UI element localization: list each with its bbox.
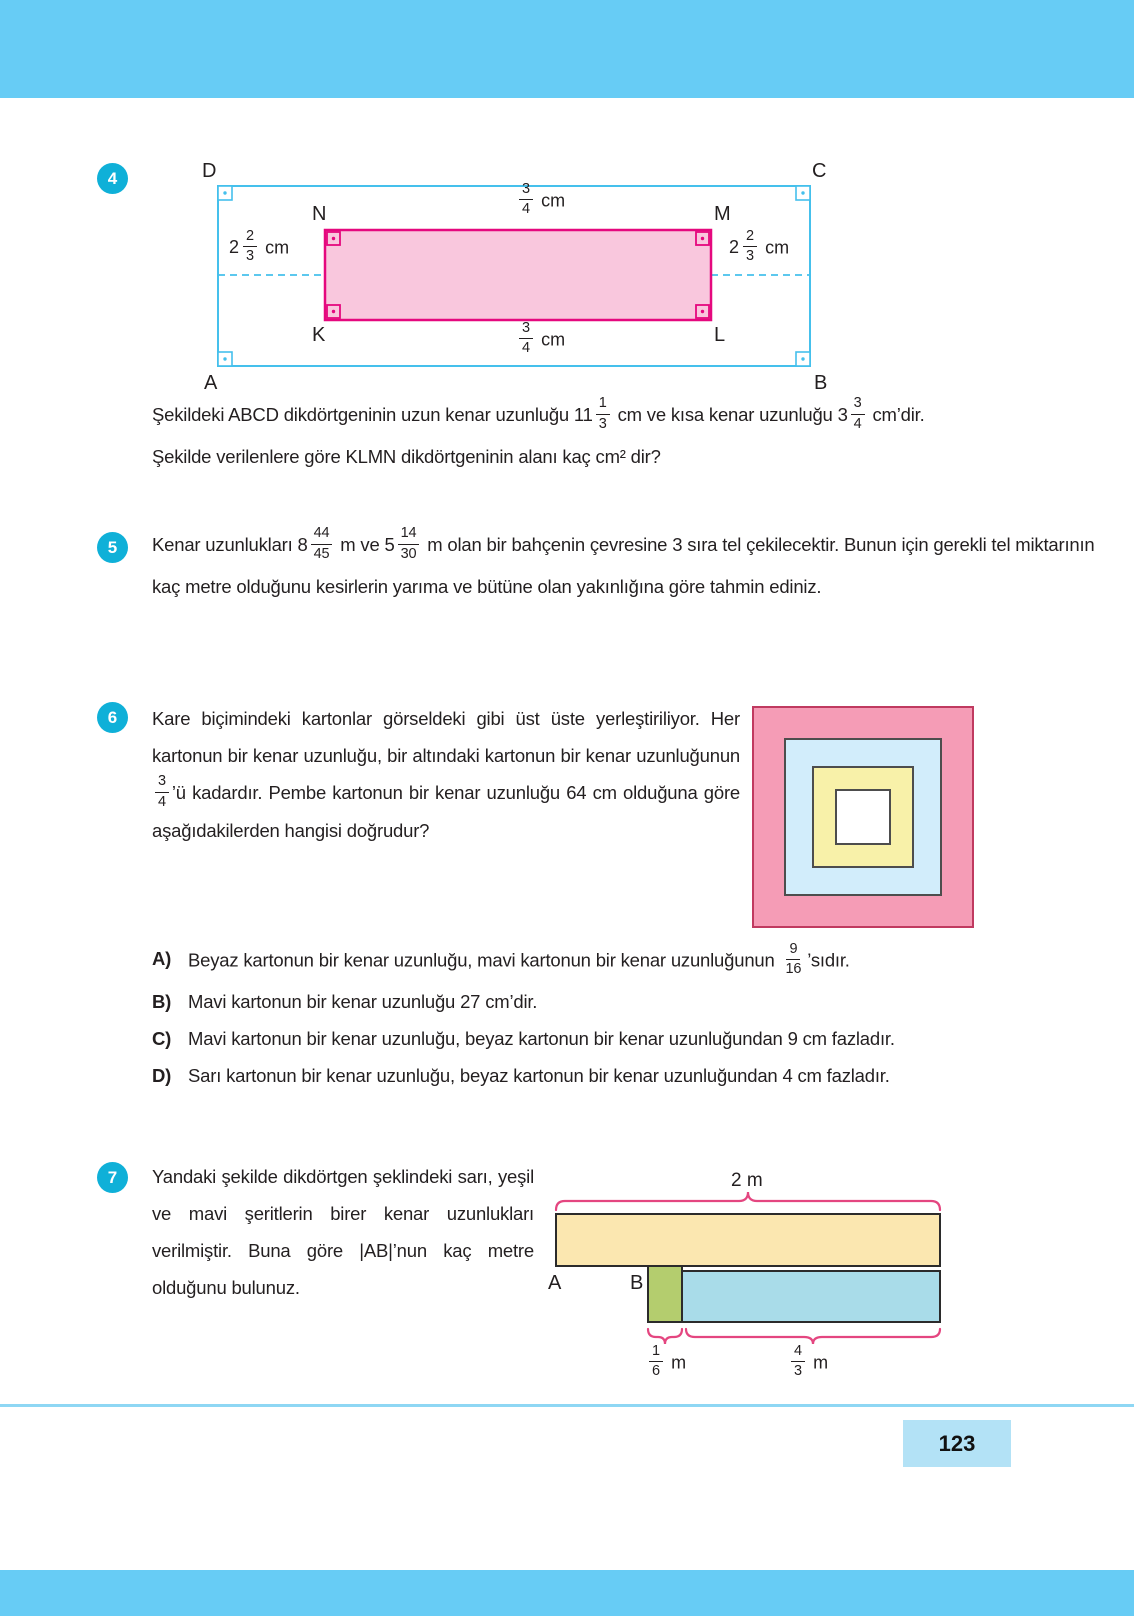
- point-b-label: B: [630, 1272, 644, 1294]
- vertex-l-label: L: [714, 324, 726, 346]
- option-c-letter: C): [152, 1028, 172, 1050]
- vertex-n-label: N: [312, 203, 327, 225]
- figure-abcd-klmn: [198, 158, 828, 400]
- yellow-strip: [556, 1214, 940, 1266]
- problem-6-text: Kare biçimindeki kartonlar görseldeki gibi üst üste yerleştiriliyor. Her kartonun bir kenar uzunluğu, bir altındaki kartonun bir kenar uzunluğunun $\frac{3}{4}$ ’ü kadardır. Pembe kartonun bir kenar uzunluğu 64 cm olduğuna göre aşağıdakilerden hangisi doğrudur?: [152, 708, 740, 841]
- yellow-card: [812, 766, 914, 868]
- option-d-letter: D): [152, 1065, 172, 1087]
- header-band: [0, 0, 1134, 98]
- blue-strip: [682, 1271, 940, 1322]
- option-d-text: Sarı kartonun bir kenar uzunluğu, beyaz kartonun bir kenar uzunluğundan 4 cm fazladır.: [188, 1065, 890, 1087]
- klmn-rectangle: [325, 230, 711, 320]
- vertex-b-label: B: [814, 372, 828, 394]
- option-c-text: Mavi kartonun bir kenar uzunluğu, beyaz kartonun bir kenar uzunluğundan 9 cm fazladır.: [188, 1028, 895, 1050]
- figure-abcd-klmn-canvas: [198, 158, 828, 400]
- problem-7-badge: 7: [97, 1162, 128, 1193]
- problem-5-text: Kenar uzunlukları 8 $\frac{44}{45}$ m ve 5 $\frac{14}{30}$ m olan bir bahçenin çevresine 3 sıra tel çekilecektir. Bunun için gerekli tel miktarının kaç metre olduğunu kesirlerin yarıma ve bütüne olan yakınlığına göre tahmin ediniz.: [152, 525, 1095, 597]
- option-b-letter: B): [152, 991, 172, 1013]
- blue-brace: [686, 1329, 940, 1344]
- option-d: [152, 1061, 1052, 1090]
- nested-cards-figure: [752, 706, 974, 928]
- problem-5-badge: 5: [97, 532, 128, 563]
- white-card: [835, 789, 891, 845]
- strip-top-dimension: 2 m: [731, 1170, 763, 1191]
- option-b: [152, 987, 1052, 1016]
- vertex-m-label: M: [714, 203, 731, 225]
- right-side-dimension: 2 $\frac{2}{3}$ cm: [729, 228, 790, 265]
- strips-figure: [548, 1168, 948, 1383]
- vertex-d-label: D: [202, 160, 217, 182]
- top-side-dimension: $\frac{3}{4}$ cm: [516, 184, 565, 219]
- problem-6-options: [152, 941, 1052, 1098]
- strips-canvas: [548, 1168, 948, 1383]
- page-number-badge: 123: [903, 1420, 1011, 1467]
- point-a-label: A: [548, 1272, 562, 1294]
- option-a-text: Beyaz kartonun bir kenar uzunluğu, mavi kartonun bir kenar uzunluğunun $\frac{9}{16}$ ’sıdır.: [188, 941, 850, 978]
- problem-4-text: Şekildeki ABCD dikdörtgeninin uzun kenar uzunluğu 11 $\frac{1}{3}$ cm ve kısa kenar uzunluğu 3 $\frac{3}{4}$ cm’dir. Şekilde verilenlere göre KLMN dikdörtgeninin alanı kaç cm² dir?: [152, 395, 925, 467]
- option-a: [152, 941, 1052, 979]
- problem-6-badge: 6: [97, 702, 128, 733]
- vertex-c-label: C: [812, 160, 827, 182]
- green-brace: [648, 1329, 682, 1344]
- vertex-k-label: K: [312, 324, 326, 346]
- top-brace: [556, 1192, 940, 1210]
- problem-4-badge: 4: [97, 163, 128, 194]
- left-side-dimension: 2 $\frac{2}{3}$ cm: [229, 228, 290, 265]
- option-c: [152, 1024, 1052, 1053]
- green-strip-dimension: $\frac{1}{6}$ m: [646, 1346, 686, 1381]
- problem-7-text: Yandaki şekilde dikdörtgen şeklindeki sarı, yeşil ve mavi şeritlerin birer kenar uzunlukları verilmiştir. Buna göre |AB|’nun kaç metre olduğunu bulunuz.: [152, 1166, 534, 1298]
- option-a-letter: A): [152, 948, 172, 969]
- footer-divider: [0, 1404, 1134, 1407]
- bottom-side-dimension: $\frac{3}{4}$ cm: [516, 323, 565, 358]
- pink-card: [752, 706, 974, 928]
- green-strip: [648, 1266, 682, 1322]
- option-b-text: Mavi kartonun bir kenar uzunluğu 27 cm’dir.: [188, 991, 538, 1013]
- blue-strip-dimension: $\frac{4}{3}$ m: [788, 1346, 828, 1381]
- footer-band: [0, 1570, 1134, 1616]
- blue-card: [784, 738, 942, 896]
- vertex-a-label: A: [204, 372, 218, 394]
